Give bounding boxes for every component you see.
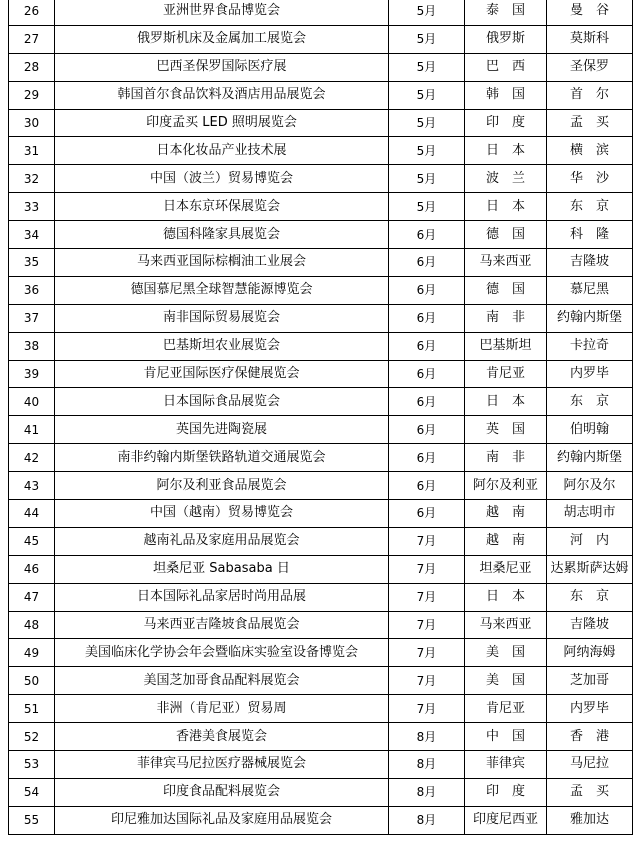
country-cell: 印 度: [465, 109, 547, 137]
exhibition-name-cell: 日本东京环保展览会: [55, 193, 389, 221]
table-row: [9, 806, 633, 834]
exhibition-name-cell: 马来西亚国际棕榈油工业展会: [55, 249, 389, 277]
exhibition-name-cell: 亚洲世界食品博览会: [55, 0, 389, 25]
month-cell: 7月: [389, 639, 465, 667]
row-number-cell: 30: [9, 109, 55, 137]
country-cell: 美 国: [465, 639, 547, 667]
city-cell: 约翰内斯堡: [547, 444, 633, 472]
row-number-cell: 55: [9, 806, 55, 834]
country-cell: 越 南: [465, 527, 547, 555]
month-cell: 8月: [389, 723, 465, 751]
month-cell: 8月: [389, 806, 465, 834]
exhibition-name-cell: 印度食品配料展览会: [55, 778, 389, 806]
city-cell: 约翰内斯堡: [547, 304, 633, 332]
exhibition-name-cell: 中国（越南）贸易博览会: [55, 500, 389, 528]
table-row: [9, 137, 633, 165]
row-number-cell: 27: [9, 25, 55, 53]
city-cell: 慕尼黑: [547, 276, 633, 304]
country-cell: 韩 国: [465, 81, 547, 109]
table-row: [9, 304, 633, 332]
city-cell: 内罗毕: [547, 695, 633, 723]
exhibition-name-cell: 巴基斯坦农业展览会: [55, 332, 389, 360]
row-number-cell: 28: [9, 53, 55, 81]
table-row: [9, 444, 633, 472]
month-cell: 5月: [389, 53, 465, 81]
exhibition-name-cell: 印尼雅加达国际礼品及家庭用品展览会: [55, 806, 389, 834]
country-cell: 日 本: [465, 193, 547, 221]
row-number-cell: 37: [9, 304, 55, 332]
city-cell: 卡拉奇: [547, 332, 633, 360]
city-cell: 伯明翰: [547, 416, 633, 444]
city-cell: 阿尔及尔: [547, 472, 633, 500]
row-number-cell: 42: [9, 444, 55, 472]
row-number-cell: 44: [9, 500, 55, 528]
city-cell: 莫斯科: [547, 25, 633, 53]
country-cell: 坦桑尼亚: [465, 555, 547, 583]
table-row: [9, 165, 633, 193]
row-number-cell: 43: [9, 472, 55, 500]
city-cell: 达累斯萨达姆: [547, 555, 633, 583]
table-row: [9, 667, 633, 695]
table-row: [9, 751, 633, 779]
city-cell: 圣保罗: [547, 53, 633, 81]
row-number-cell: 52: [9, 723, 55, 751]
table-row: [9, 611, 633, 639]
city-cell: 首 尔: [547, 81, 633, 109]
city-cell: 吉隆坡: [547, 249, 633, 277]
month-cell: 6月: [389, 472, 465, 500]
table-row: [9, 416, 633, 444]
row-number-cell: 48: [9, 611, 55, 639]
row-number-cell: 34: [9, 221, 55, 249]
table-row: [9, 527, 633, 555]
exhibition-name-cell: 马来西亚吉隆坡食品展览会: [55, 611, 389, 639]
table-row: [9, 723, 633, 751]
country-cell: 泰 国: [465, 0, 547, 25]
country-cell: 印 度: [465, 778, 547, 806]
exhibition-name-cell: 香港美食展览会: [55, 723, 389, 751]
table-row: [9, 472, 633, 500]
country-cell: 俄罗斯: [465, 25, 547, 53]
table-row: [9, 221, 633, 249]
row-number-cell: 38: [9, 332, 55, 360]
month-cell: 7月: [389, 583, 465, 611]
row-number-cell: 45: [9, 527, 55, 555]
month-cell: 8月: [389, 778, 465, 806]
country-cell: 日 本: [465, 137, 547, 165]
exhibition-name-cell: 印度孟买 LED 照明展览会: [55, 109, 389, 137]
month-cell: 6月: [389, 249, 465, 277]
table-row: [9, 25, 633, 53]
month-cell: 6月: [389, 304, 465, 332]
row-number-cell: 41: [9, 416, 55, 444]
city-cell: 东 京: [547, 583, 633, 611]
month-cell: 5月: [389, 165, 465, 193]
country-cell: 德 国: [465, 276, 547, 304]
row-number-cell: 31: [9, 137, 55, 165]
month-cell: 7月: [389, 527, 465, 555]
exhibition-name-cell: 巴西圣保罗国际医疗展: [55, 53, 389, 81]
month-cell: 8月: [389, 751, 465, 779]
month-cell: 5月: [389, 0, 465, 25]
row-number-cell: 32: [9, 165, 55, 193]
month-cell: 5月: [389, 81, 465, 109]
row-number-cell: 47: [9, 583, 55, 611]
city-cell: 科 隆: [547, 221, 633, 249]
country-cell: 印度尼西亚: [465, 806, 547, 834]
month-cell: 6月: [389, 276, 465, 304]
table-row: [9, 695, 633, 723]
exhibition-name-cell: 英国先进陶瓷展: [55, 416, 389, 444]
exhibition-name-cell: 日本国际礼品家居时尚用品展: [55, 583, 389, 611]
row-number-cell: 49: [9, 639, 55, 667]
city-cell: 香 港: [547, 723, 633, 751]
row-number-cell: 40: [9, 388, 55, 416]
exhibition-name-cell: 肯尼亚国际医疗保健展览会: [55, 360, 389, 388]
city-cell: 吉隆坡: [547, 611, 633, 639]
month-cell: 6月: [389, 332, 465, 360]
month-cell: 5月: [389, 193, 465, 221]
table-row: [9, 81, 633, 109]
row-number-cell: 50: [9, 667, 55, 695]
row-number-cell: 35: [9, 249, 55, 277]
exhibition-name-cell: 中国（波兰）贸易博览会: [55, 165, 389, 193]
month-cell: 6月: [389, 360, 465, 388]
country-cell: 南 非: [465, 304, 547, 332]
city-cell: 孟 买: [547, 109, 633, 137]
city-cell: 东 京: [547, 193, 633, 221]
exhibition-name-cell: 德国科隆家具展览会: [55, 221, 389, 249]
country-cell: 巴 西: [465, 53, 547, 81]
month-cell: 5月: [389, 109, 465, 137]
city-cell: 雅加达: [547, 806, 633, 834]
country-cell: 阿尔及利亚: [465, 472, 547, 500]
country-cell: 日 本: [465, 388, 547, 416]
table-row: [9, 53, 633, 81]
country-cell: 英 国: [465, 416, 547, 444]
exhibition-name-cell: 俄罗斯机床及金属加工展览会: [55, 25, 389, 53]
country-cell: 巴基斯坦: [465, 332, 547, 360]
table-row: [9, 778, 633, 806]
country-cell: 德 国: [465, 221, 547, 249]
month-cell: 7月: [389, 695, 465, 723]
exhibition-name-cell: 美国芝加哥食品配料展览会: [55, 667, 389, 695]
table-row: [9, 555, 633, 583]
country-cell: 美 国: [465, 667, 547, 695]
country-cell: 肯尼亚: [465, 360, 547, 388]
city-cell: 芝加哥: [547, 667, 633, 695]
month-cell: 7月: [389, 555, 465, 583]
city-cell: 横 滨: [547, 137, 633, 165]
month-cell: 5月: [389, 137, 465, 165]
city-cell: 华 沙: [547, 165, 633, 193]
city-cell: 孟 买: [547, 778, 633, 806]
month-cell: 6月: [389, 416, 465, 444]
table-row: [9, 388, 633, 416]
month-cell: 7月: [389, 667, 465, 695]
row-number-cell: 51: [9, 695, 55, 723]
country-cell: 日 本: [465, 583, 547, 611]
country-cell: 南 非: [465, 444, 547, 472]
exhibition-schedule-table: [8, 0, 633, 835]
row-number-cell: 53: [9, 751, 55, 779]
country-cell: 中 国: [465, 723, 547, 751]
country-cell: 菲律宾: [465, 751, 547, 779]
month-cell: 7月: [389, 611, 465, 639]
country-cell: 波 兰: [465, 165, 547, 193]
table-row: [9, 109, 633, 137]
exhibition-name-cell: 越南礼品及家庭用品展览会: [55, 527, 389, 555]
table-row: [9, 332, 633, 360]
exhibition-name-cell: 南非国际贸易展览会: [55, 304, 389, 332]
row-number-cell: 39: [9, 360, 55, 388]
month-cell: 6月: [389, 221, 465, 249]
city-cell: 胡志明市: [547, 500, 633, 528]
table-row: [9, 276, 633, 304]
exhibition-name-cell: 美国临床化学协会年会暨临床实验室设备博览会: [55, 639, 389, 667]
country-cell: 马来西亚: [465, 249, 547, 277]
table-body: [9, 0, 633, 834]
row-number-cell: 36: [9, 276, 55, 304]
exhibition-name-cell: 日本化妆品产业技术展: [55, 137, 389, 165]
city-cell: 马尼拉: [547, 751, 633, 779]
country-cell: 肯尼亚: [465, 695, 547, 723]
row-number-cell: 54: [9, 778, 55, 806]
month-cell: 5月: [389, 25, 465, 53]
exhibition-name-cell: 韩国首尔食品饮料及酒店用品展览会: [55, 81, 389, 109]
table-row: [9, 0, 633, 25]
table-row: [9, 193, 633, 221]
table-row: [9, 500, 633, 528]
country-cell: 越 南: [465, 500, 547, 528]
city-cell: 东 京: [547, 388, 633, 416]
exhibition-name-cell: 非洲（肯尼亚）贸易周: [55, 695, 389, 723]
city-cell: 曼 谷: [547, 0, 633, 25]
table-row: [9, 639, 633, 667]
exhibition-name-cell: 坦桑尼亚 Sabasaba 日: [55, 555, 389, 583]
row-number-cell: 46: [9, 555, 55, 583]
table-row: [9, 249, 633, 277]
table-row: [9, 583, 633, 611]
row-number-cell: 29: [9, 81, 55, 109]
city-cell: 阿纳海姆: [547, 639, 633, 667]
country-cell: 马来西亚: [465, 611, 547, 639]
exhibition-name-cell: 阿尔及利亚食品展览会: [55, 472, 389, 500]
exhibition-name-cell: 南非约翰内斯堡铁路轨道交通展览会: [55, 444, 389, 472]
month-cell: 6月: [389, 388, 465, 416]
month-cell: 6月: [389, 500, 465, 528]
city-cell: 河 内: [547, 527, 633, 555]
month-cell: 6月: [389, 444, 465, 472]
exhibition-name-cell: 菲律宾马尼拉医疗器械展览会: [55, 751, 389, 779]
exhibition-name-cell: 德国慕尼黑全球智慧能源博览会: [55, 276, 389, 304]
row-number-cell: 33: [9, 193, 55, 221]
table-row: [9, 360, 633, 388]
city-cell: 内罗毕: [547, 360, 633, 388]
exhibition-name-cell: 日本国际食品展览会: [55, 388, 389, 416]
row-number-cell: 26: [9, 0, 55, 25]
